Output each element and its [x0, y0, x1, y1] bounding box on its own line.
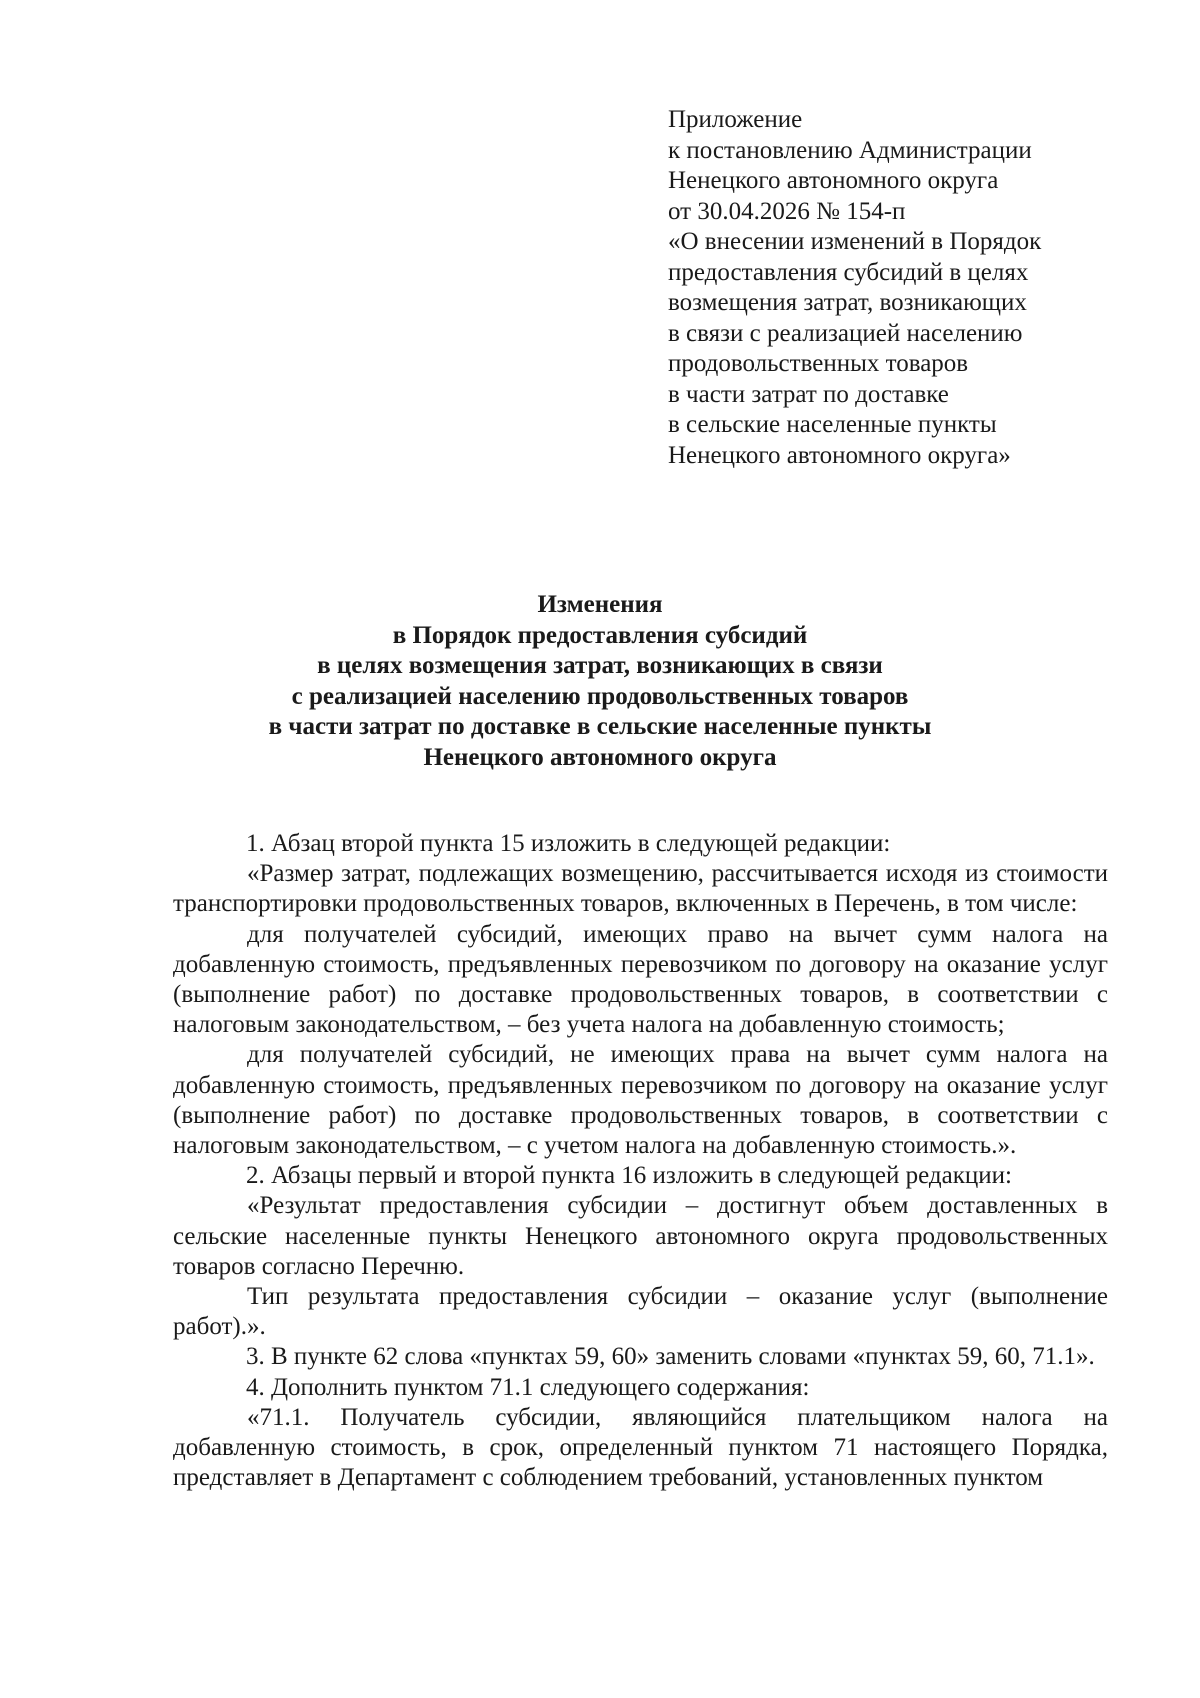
appendix-line: Ненецкого автономного округа» — [668, 441, 1011, 469]
title-line: Изменения — [537, 591, 663, 618]
title-line: в целях возмещения затрат, возникающих в связи — [317, 652, 883, 679]
title-line: Ненецкого автономного округа — [423, 743, 777, 771]
appendix-line: от 30.04.2026 № 154-п — [668, 197, 906, 225]
body-paragraph: Тип результата предоставления субсидии – оказание услуг (выполнение работ).». — [173, 1283, 1108, 1341]
appendix-line: Приложение — [668, 106, 803, 133]
appendix-header — [668, 105, 1138, 471]
appendix-line: в связи с реализацией населению — [668, 319, 1023, 347]
body-paragraph: 4. Дополнить пунктом 71.1 следующего содержания: — [246, 1373, 810, 1401]
title-line: в Порядок предоставления субсидий — [392, 621, 808, 649]
appendix-line: Ненецкого автономного округа — [668, 167, 999, 194]
document-body — [173, 829, 1108, 1493]
title-line: с реализацией населению продовольственных товаров — [291, 682, 909, 710]
body-paragraph: 3. В пункте 62 слова «пунктах 59, 60» заменить словами «пунктах 59, 60, 71.1». — [246, 1343, 1095, 1371]
body-paragraph: «Результат предоставления субсидии – достигнут объем доставленных в сельские населенные пункты Ненецкого автономного округа продовольственных товаров согласно Перечню. — [173, 1192, 1108, 1280]
appendix-line: к постановлению Администрации — [668, 136, 1032, 164]
document-title — [150, 590, 1050, 773]
body-paragraph: 2. Абзацы первый и второй пункта 16 изложить в следующей редакции: — [246, 1162, 1012, 1190]
appendix-line: в части затрат по доставке — [668, 380, 949, 408]
appendix-line: предоставления субсидий в целях — [668, 258, 1029, 286]
appendix-line: возмещения затрат, возникающих — [668, 289, 1027, 316]
appendix-line: в сельские населенные пункты — [668, 411, 997, 438]
appendix-line: «О внесении изменений в Порядок — [668, 228, 1042, 255]
body-paragraph: «Размер затрат, подлежащих возмещению, рассчитывается исходя из стоимости транспортировки продовольственных товаров, включенных в Перечень, в том числе: — [173, 860, 1108, 918]
appendix-line: продовольственных товаров — [668, 350, 969, 377]
title-line: в части затрат по доставке в сельские населенные пункты — [268, 713, 932, 740]
body-paragraph: для получателей субсидий, имеющих право на вычет сумм налога на добавленную стоимость, предъявленных перевозчиком по договору на оказание услуг (выполнение работ) по доставке продовольственных товаров, в соответствии с налоговым законодательством, – без учета налога на добавленную стоимость; — [173, 920, 1108, 1039]
body-paragraph: 1. Абзац второй пункта 15 изложить в следующей редакции: — [246, 830, 891, 857]
body-paragraph: «71.1. Получатель субсидии, являющийся плательщиком налога на добавленную стоимость, в срок, определенный пунктом 71 настоящего Порядка, представляет в Департамент с соблюдением требований, установленных пунктом — [173, 1403, 1108, 1492]
body-paragraph: для получателей субсидий, не имеющих права на вычет сумм налога на добавленную стоимость, предъявленных перевозчиком по договору на оказание услуг (выполнение работ) по доставке продовольственных товаров, в соответствии с налоговым законодательством, – с учетом налога на добавленную стоимость.». — [173, 1041, 1108, 1160]
